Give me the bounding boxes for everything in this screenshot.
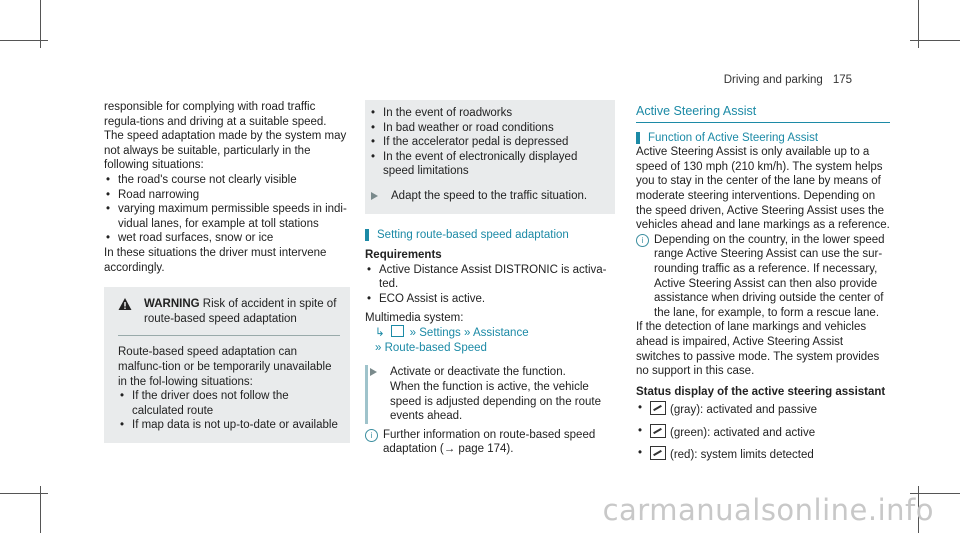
return-arrow-icon: ↳ <box>375 327 385 340</box>
chevron-icon: » <box>409 327 417 340</box>
paragraph: Active Steering Assist is only available up to a speed of 130 mph (210 km/h). The system helps you to stay in the center of the lane by means of moderate steering interventions. Depending on the speed driven, Active Steering Assist uses the vehicles ahead and lane markings as a reference. <box>636 146 890 232</box>
nav-route-based-speed: Route-based Speed <box>384 341 487 354</box>
step-block <box>365 365 615 423</box>
warning-box <box>104 287 350 443</box>
warning-box-continued <box>365 100 615 214</box>
list-item: • the road's course not clearly visible <box>104 173 350 188</box>
right-column <box>636 104 890 463</box>
info-text: Further information on route-based speed adaptation (→ page 174). <box>383 428 596 456</box>
step-item: Adapt the speed to the traffic situation. <box>369 189 607 204</box>
middle-column <box>365 100 615 457</box>
chevron-icon: » <box>375 341 382 354</box>
nav-settings: Settings <box>419 327 461 340</box>
step-item: Activate or deactivate the function. <box>368 365 615 380</box>
warning-icon <box>118 297 132 311</box>
info-icon: i <box>636 234 649 247</box>
info-text: Depending on the country, in the lower speed range Active Steering Assist can use the sur-rounding traffic as a reference. If necessary, Active Steering Assist can then also provide assistance when driving outside the center of the lane, for example, to form a rescue lane. <box>654 233 885 319</box>
list-item <box>636 401 890 418</box>
paragraph: If the detection of lane markings and vehicles ahead is impaired, Active Steering Assist switches to passive mode. The system provides no support in this case. <box>636 321 880 378</box>
section-heading: Function of Active Steering Assist <box>636 131 890 146</box>
list-item: • In the event of roadworks <box>369 106 607 121</box>
info-icon: i <box>365 429 378 442</box>
list-item: • In the event of electronically displayed speed limitations <box>369 150 607 179</box>
warning-title-text: Risk of accident in spite of route-based speed adaptation <box>144 298 337 325</box>
page-header <box>724 74 852 86</box>
list-item: • If map data is not up-to-date or available <box>118 418 340 433</box>
crop-mark <box>910 40 960 41</box>
list-item: • ECO Assist is active. <box>365 292 615 307</box>
steering-assist-icon <box>650 401 666 415</box>
list-item: • If the accelerator pedal is depressed <box>369 135 607 150</box>
status-text: (red): system limits detected <box>670 449 814 462</box>
multimedia-label: Multimedia system: <box>365 311 464 324</box>
crop-mark <box>0 493 48 494</box>
warning-header <box>118 297 340 326</box>
nav-assistance: Assistance <box>472 327 529 340</box>
home-icon <box>391 325 404 337</box>
paragraph: responsible for complying with road traffic regula-tions and driving at a suitable speed. <box>104 101 327 128</box>
paragraph: In these situations the driver must intervene accordingly. <box>104 246 327 274</box>
watermark: carmanualsonline.info <box>602 493 934 527</box>
left-column <box>104 100 350 443</box>
chevron-icon: » <box>464 327 471 340</box>
page-number: 175 <box>832 74 852 86</box>
nav-path-2 <box>365 341 615 356</box>
list-item <box>636 446 890 463</box>
steering-assist-icon <box>650 446 666 460</box>
section-heading: Setting route-based speed adaptation <box>365 228 615 243</box>
warning-body: Route-based speed adaptation can malfunc-tion or be temporarily unavailable in the fol-lowing situations: <box>118 346 332 388</box>
list-item: • wet road surfaces, snow or ice <box>104 231 350 246</box>
list-item: • varying maximum permissible speeds in indi-vidual lanes, for example at toll stations <box>104 202 350 231</box>
info-note <box>636 233 890 321</box>
list-item: • Road narrowing <box>104 188 350 203</box>
paragraph: The speed adaptation made by the system may not always be suitable, particularly in the following situations: <box>104 130 347 172</box>
steering-assist-icon <box>650 424 666 438</box>
nav-path <box>365 325 615 341</box>
status-text: (gray): activated and passive <box>670 404 818 417</box>
status-title: Status display of the active steering assistant <box>636 385 886 398</box>
crop-mark <box>0 40 48 41</box>
list-item <box>636 424 890 441</box>
section-title: Driving and parking <box>723 74 823 86</box>
status-text: (green): activated and active <box>670 426 816 439</box>
requirements-title: Requirements <box>365 249 442 262</box>
warning-title: WARNING <box>144 298 200 311</box>
divider <box>118 335 340 336</box>
list-item: • If the driver does not follow the calculated route <box>118 389 340 418</box>
step-result: When the function is active, the vehicle speed is adjusted depending on the route events ahead. <box>390 380 601 423</box>
info-note <box>365 428 615 457</box>
chapter-title: Active Steering Assist <box>636 104 890 123</box>
list-item: • In bad weather or road conditions <box>369 121 607 136</box>
list-item: • Active Distance Assist DISTRONIC is activa-ted. <box>365 263 615 292</box>
